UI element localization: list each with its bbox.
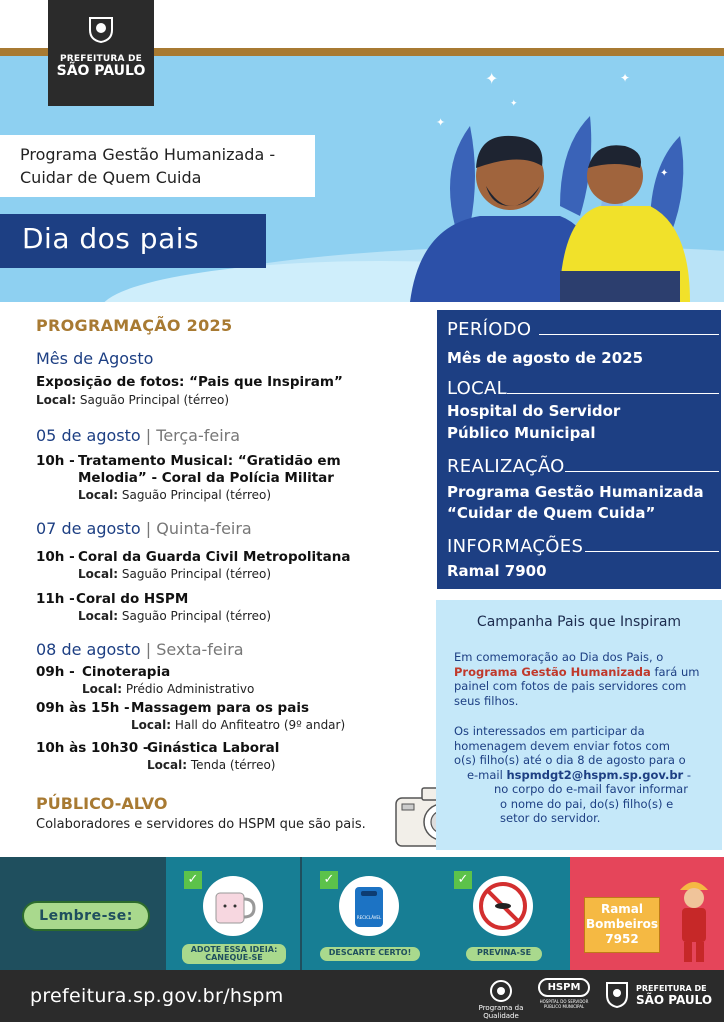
campaign-email-link[interactable]: hspmdgt2@hspm.sp.gov.br: [506, 767, 684, 782]
ramal-bombeiros-box: Ramal Bombeiros 7952: [584, 897, 660, 953]
realizacao-value-line1: Programa Gestão Humanizada: [447, 483, 704, 501]
no-mosquito-icon: [470, 875, 536, 937]
logo-line1: PREFEITURA DE: [59, 54, 142, 64]
local-rule: [507, 393, 719, 394]
exhibition-title: Exposição de fotos: “Pais que Inspiram”: [36, 374, 343, 390]
local-value-line1: Hospital do Servidor: [447, 402, 621, 420]
program-title-line2: Cuidar de Quem Cuida: [20, 168, 202, 187]
campaign-title: Campanha Pais que Inspiram: [476, 614, 682, 630]
day1-heading: 05 de agosto | Terça-feira: [36, 426, 241, 445]
firefighter-icon: [672, 872, 716, 964]
info-panel: [436, 309, 722, 590]
city-crest-icon: [604, 980, 630, 1008]
campaign-paragraph1: Em comemoração ao Dia dos Pais, o Programa Gestão Humanizada fará um painel com fotos de pais servidores com seus filhos.: [454, 650, 700, 708]
day2-event2-time: 11h -: [36, 591, 75, 607]
campaign-panel: [436, 600, 722, 850]
svg-text:✦: ✦: [485, 69, 499, 88]
month-heading: Mês de Agosto: [36, 349, 154, 368]
page-title: Dia dos pais: [0, 214, 266, 268]
exhibition-location: Local: Saguão Principal (térreo): [36, 393, 230, 407]
city-crest-icon: [86, 14, 116, 44]
day3-event3-time: 10h às 10h30 -: [36, 740, 149, 756]
tile-previna: [436, 857, 570, 970]
tile-caneca-label: ADOTE ESSA IDEIA: CANEQUE-SE: [182, 944, 286, 964]
tile-descarte: [302, 857, 436, 970]
svg-text:✦: ✦: [620, 71, 631, 85]
tile-descarte-label: DESCARTE CERTO!: [320, 947, 420, 961]
day3-event2-location: Local: Hall do Anfiteatro (9º andar): [131, 718, 346, 732]
day2-event1-time: 10h -: [36, 549, 75, 565]
check-icon: ✓: [184, 871, 202, 889]
check-icon: ✓: [320, 871, 338, 889]
logo-line2: SÃO PAULO: [56, 63, 146, 79]
periodo-value: Mês de agosto de 2025: [447, 349, 644, 367]
footer-logo-hspm: HSPM HOSPITAL DO SERVIDOR PÚBLICO MUNICIPAL: [538, 978, 590, 1009]
local-label: LOCAL: [447, 378, 507, 399]
day2-event2-name: Coral do HSPM: [76, 591, 189, 607]
day2-event1-name: Coral da Guarda Civil Metropolitana: [78, 549, 351, 565]
day1-event1-location: Local: Saguão Principal (térreo): [78, 488, 272, 502]
program-title-box: [0, 135, 315, 197]
periodo-rule: [539, 334, 719, 335]
local-value-line2: Público Municipal: [447, 424, 596, 442]
footer-url[interactable]: prefeitura.sp.gov.br/hspm: [30, 985, 284, 1007]
program-heading: PROGRAMAÇÃO 2025: [36, 316, 233, 335]
day1-event1-line2: Melodia” - Coral da Polícia Militar: [78, 470, 334, 486]
svg-text:✦: ✦: [510, 99, 518, 109]
day1-event1-line1: Tratamento Musical: “Gratidão em: [78, 453, 341, 469]
informacoes-label: INFORMAÇÕES: [447, 536, 584, 557]
day3-event2-name: Massagem para os pais: [131, 700, 309, 716]
day2-event1-location: Local: Saguão Principal (térreo): [78, 567, 272, 581]
program-title-line1: Programa Gestão Humanizada -: [20, 145, 276, 164]
footer-logo-qualidade: Programa da Qualidade: [476, 980, 526, 1020]
informacoes-rule: [585, 551, 719, 552]
informacoes-value: Ramal 7900: [447, 562, 547, 580]
footer-crest: [604, 980, 634, 1012]
audience-heading: PÚBLICO-ALVO: [36, 794, 168, 813]
mug-icon: [200, 875, 266, 937]
lembre-se-badge: Lembre-se:: [22, 901, 150, 931]
day3-heading: 08 de agosto | Sexta-feira: [36, 640, 244, 659]
footer-logo-prefeitura: PREFEITURA DE SÃO PAULO: [636, 984, 713, 1007]
day3-event3-name: Ginástica Laboral: [147, 740, 280, 756]
tile-previna-label: PREVINA-SE: [466, 947, 542, 961]
day2-event2-location: Local: Saguão Principal (térreo): [78, 609, 272, 623]
day2-heading: 07 de agosto | Quinta-feira: [36, 519, 252, 538]
day3-event2-time: 09h às 15h -: [36, 700, 130, 716]
prefeitura-logo: [48, 0, 154, 106]
day1-event1-time: 10h -: [36, 453, 75, 469]
tile-caneca: [166, 857, 300, 970]
audience-text: Colaboradores e servidores do HSPM que são pais.: [36, 817, 366, 832]
realizacao-rule: [565, 471, 719, 472]
day3-event1-location: Local: Prédio Administrativo: [82, 682, 255, 696]
day3-event1-name: Cinoterapia: [82, 664, 171, 680]
qualidade-icon: [490, 980, 512, 1002]
svg-text:✦: ✦: [660, 168, 669, 179]
periodo-label: PERÍODO: [447, 319, 532, 340]
day3-event1-time: 09h -: [36, 664, 75, 680]
bin-label: RECICLÁVEL: [356, 915, 382, 920]
day3-event3-location: Local: Tenda (térreo): [147, 758, 276, 772]
realizacao-value-line2: “Cuidar de Quem Cuida”: [447, 504, 656, 522]
svg-text:✦: ✦: [436, 116, 446, 129]
campaign-paragraph2: Os interessados em participar da homenagem devem enviar fotos com o(s) filho(s) até o dia 8 de agosto para o e-mail hspmdgt2@hspm.sp.gov.br - no corpo do e-mail favor informar o nome do pai, do(s) filho(s) e setor do servidor.: [454, 724, 692, 825]
recycling-bin-icon: [336, 875, 402, 937]
check-icon: ✓: [454, 871, 472, 889]
realizacao-label: REALIZAÇÃO: [447, 456, 565, 477]
